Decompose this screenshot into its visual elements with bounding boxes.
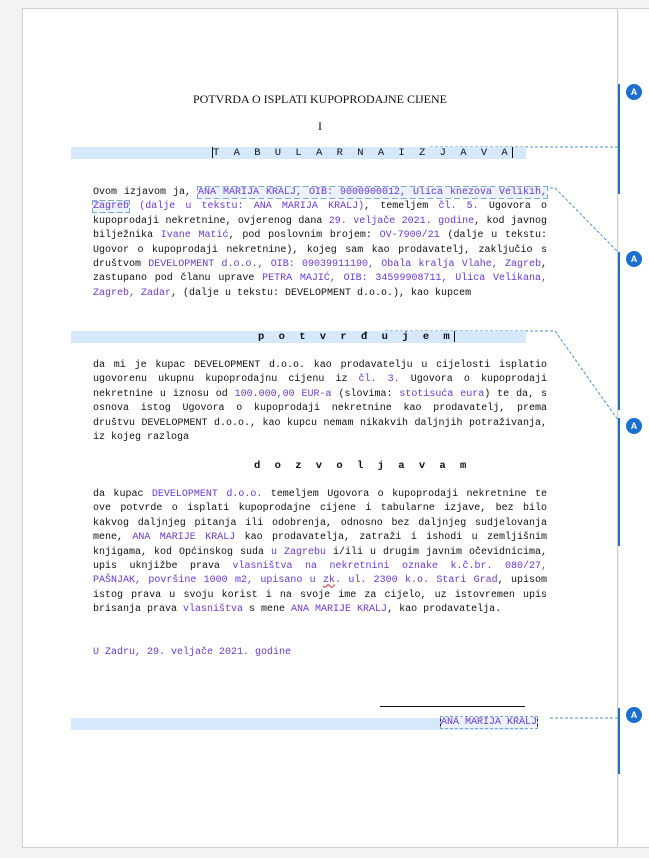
comment-bar [618, 708, 620, 774]
signature-name[interactable]: ANA MARIJA KRALJ [441, 717, 538, 729]
paragraph-1[interactable]: Ovom izjavom ja, ANA MARIJA KRALJ, OIB: 9000900012, Ulica knezova Velikih, Zagreb (dalje u tekstu: ANA MARIJA KRALJ), temeljem čl. 5. Ugovora o kupoprodaji nekretnine, ovjerenog dana 29. veljače 2021. godine, kod javnog bilježnika Ivane Matić, pod poslovnim brojem: OV-7900/21 (dalje u tekstu: Ugovor o kupoprodaji nekretnine), kojeg sam kao prodavatelj, zaključio s društvom DEVELOPMENT d.o.o., OIB: 09039911190, Obala kralja Vlahe, Zagreb, zastupano pod članu uprave PETRA MAJIĆ, OIB: 34599908711, Ulica Velikana, Zagreb, Zadar, (dalje u tekstu: DEVELOPMENT d.o.o.), kao kupcem [93, 187, 547, 299]
document-title: POTVRDA O ISPLATI KUPOPRODAJNE CIJENE [192, 92, 448, 106]
paragraph-3[interactable]: da kupac DEVELOPMENT d.o.o. temeljem Ugovora o kupoprodaji nekretnine te ove potvrde o isplati kupoprodajne cijene i tabularne izjave, bez bilo kakvog daljnjeg pitanja ili odobrenja, odnosno bez daljnjeg sudjelovanja mene, ANA MARIJE KRALJ kao prodavatelja, zatraži i ishodi u zemljišnim knjigama, kod Općinskog suda u Zagrebu i/ili u drugim javnim očevidnicima, upis uknjižbe prava vlasništva na nekretnini oznake k.č.br. 080/27, PAŠNJAK, površine 1000 m2, upisano u zk. ul. 2300 k.o. Stari Grad, upisom istog prava u svoju korist i na svoje ime za cijelo, uz istovremen upis brisanja prava vlasništva s mene ANA MARIJE KRALJ, kao prodavatelja. [93, 489, 548, 616]
heading-potvrdujem[interactable]: p o t v r đ u j e m [258, 331, 454, 343]
section-number: I [318, 119, 322, 133]
comment-anchor-icon[interactable]: A [626, 418, 642, 434]
heading-dozvoljavam[interactable]: d o z v o l j a v a m [254, 460, 471, 472]
signature-line [380, 706, 525, 707]
place-date[interactable]: U Zadru, 29. veljače 2021. godine [93, 647, 292, 658]
comment-anchor-icon[interactable]: A [626, 84, 642, 100]
field-seller: ANA MARIJA KRALJ, OIB: 9000900012, Ulica knezova Velikih, Zagreb [93, 187, 547, 213]
comment-anchor-icon[interactable]: A [626, 251, 642, 267]
heading-tabularna[interactable]: T A B U L A R N A I Z J A V A [213, 147, 512, 159]
comment-bar [618, 418, 620, 546]
comment-bar [618, 252, 620, 410]
comment-anchor-icon[interactable]: A [626, 707, 642, 723]
paragraph-2[interactable]: da mi je kupac DEVELOPMENT d.o.o. kao prodavatelju u cijelosti isplatio ugovorenu ukupnu kupoprodajnu cijenu iz čl. 3. Ugovora o kupoprodaji nekretnine u iznosu od 100.000,00 EUR-a (slovima: stotisuća eura) te da, s osnova istog Ugovora o kupoprodaji nekretnine kao prodavatelj, prema društvu DEVELOPMENT d.o.o., kao kupcu nemam nikakvih daljnjih potraživanja, iz kojeg razloga [93, 360, 547, 444]
comment-bar [618, 84, 620, 194]
